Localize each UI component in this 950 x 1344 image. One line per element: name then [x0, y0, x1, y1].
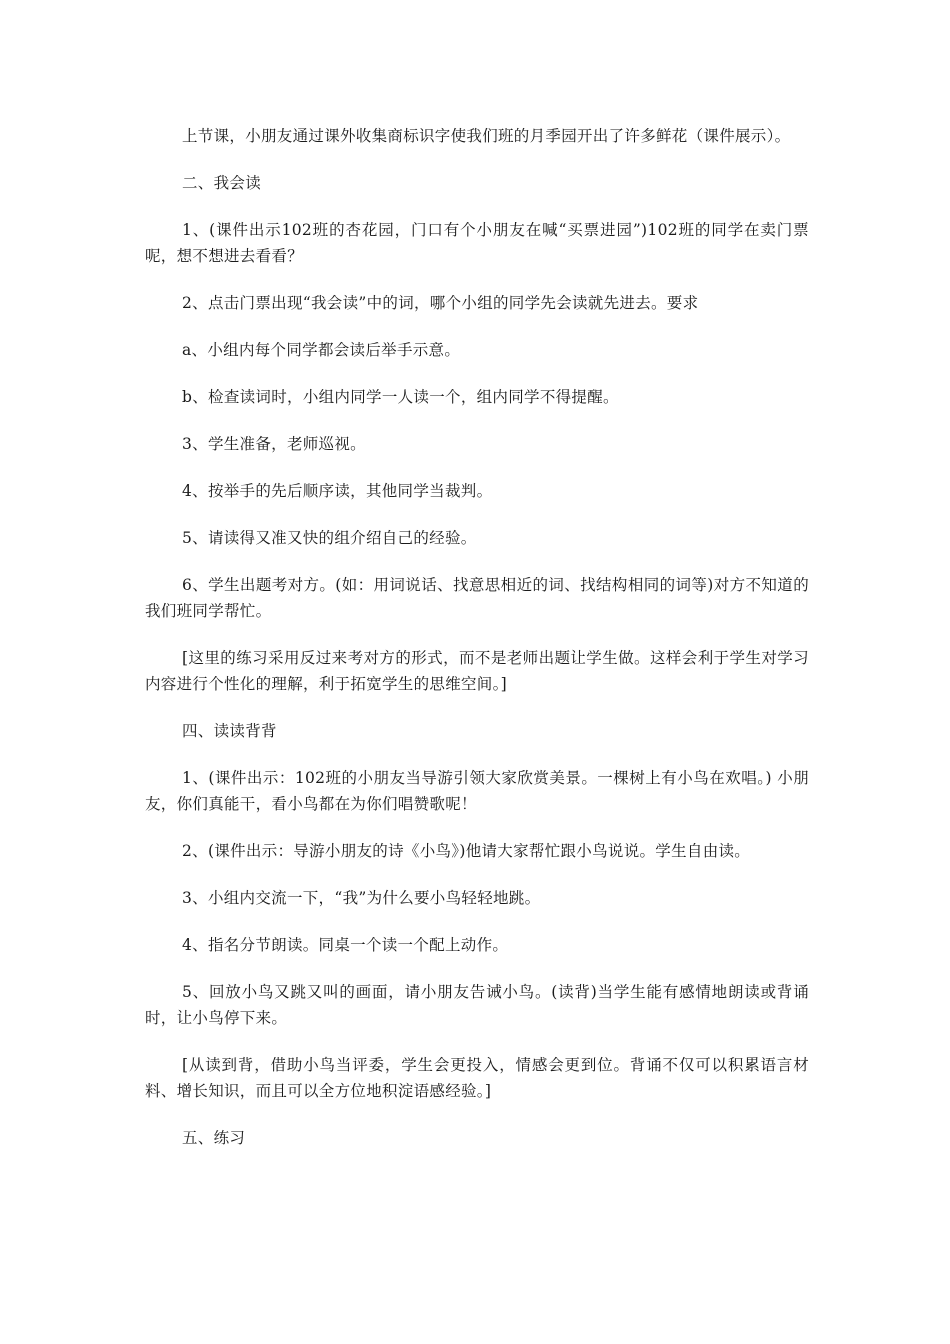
paragraph-comment: [这里的练习采用反过来考对方的形式，而不是老师出题让学生做。这样会利于学生对学习内容进行个性化的理解，利于拓宽学生的思维空间。] — [145, 649, 809, 693]
section-heading-5: 五、练习 — [182, 1129, 246, 1147]
paragraph-item: 5、请读得又准又快的组介绍自己的经验。 — [182, 529, 477, 547]
paragraph-item: b、检查读词时，小组内同学一人读一个，组内同学不得提醒。 — [182, 388, 619, 406]
paragraph-item: 4、按举手的先后顺序读，其他同学当裁判。 — [182, 482, 493, 500]
paragraph-item: 1、(课件出示102班的杏花园，门口有个小朋友在喊“买票进园”)102班的同学在卖门票呢，想不想进去看看？ — [145, 221, 809, 265]
paragraph-comment: [从读到背，借助小鸟当评委，学生会更投入，情感会更到位。背诵不仅可以积累语言材料、增长知识，而且可以全方位地积淀语感经验。] — [145, 1056, 809, 1100]
paragraph-item: 3、小组内交流一下，“我”为什么要小鸟轻轻地跳。 — [182, 889, 541, 907]
paragraph-item: 5、回放小鸟又跳又叫的画面，请小朋友告诫小鸟。(读背)当学生能有感情地朗读或背诵时，让小鸟停下来。 — [145, 983, 809, 1027]
paragraph-intro: 上节课，小朋友通过课外收集商标识字使我们班的月季园开出了许多鲜花（课件展示）。 — [182, 127, 791, 145]
section-heading-2: 二、我会读 — [182, 174, 262, 192]
document-page — [145, 123, 809, 1172]
paragraph-item: 4、指名分节朗读。同桌一个读一个配上动作。 — [182, 936, 509, 954]
paragraph-item: 2、(课件出示：导游小朋友的诗《小鸟》)他请大家帮忙跟小鸟说说。学生自由读。 — [182, 842, 751, 860]
paragraph-item: 3、学生准备，老师巡视。 — [182, 435, 366, 453]
paragraph-item: 1、(课件出示：102班的小朋友当导游引领大家欣赏美景。一棵树上有小鸟在欢唱。) 小朋友，你们真能干，看小鸟都在为你们唱赞歌呢！ — [145, 769, 809, 813]
paragraph-item: 6、学生出题考对方。(如：用词说话、找意思相近的词、找结构相同的词等)对方不知道的我们班同学帮忙。 — [145, 576, 809, 620]
paragraph-item: 2、点击门票出现“我会读”中的词，哪个小组的同学先会读就先进去。要求 — [182, 294, 699, 312]
section-heading-4: 四、读读背背 — [182, 722, 277, 740]
paragraph-item: a、小组内每个同学都会读后举手示意。 — [182, 341, 461, 359]
